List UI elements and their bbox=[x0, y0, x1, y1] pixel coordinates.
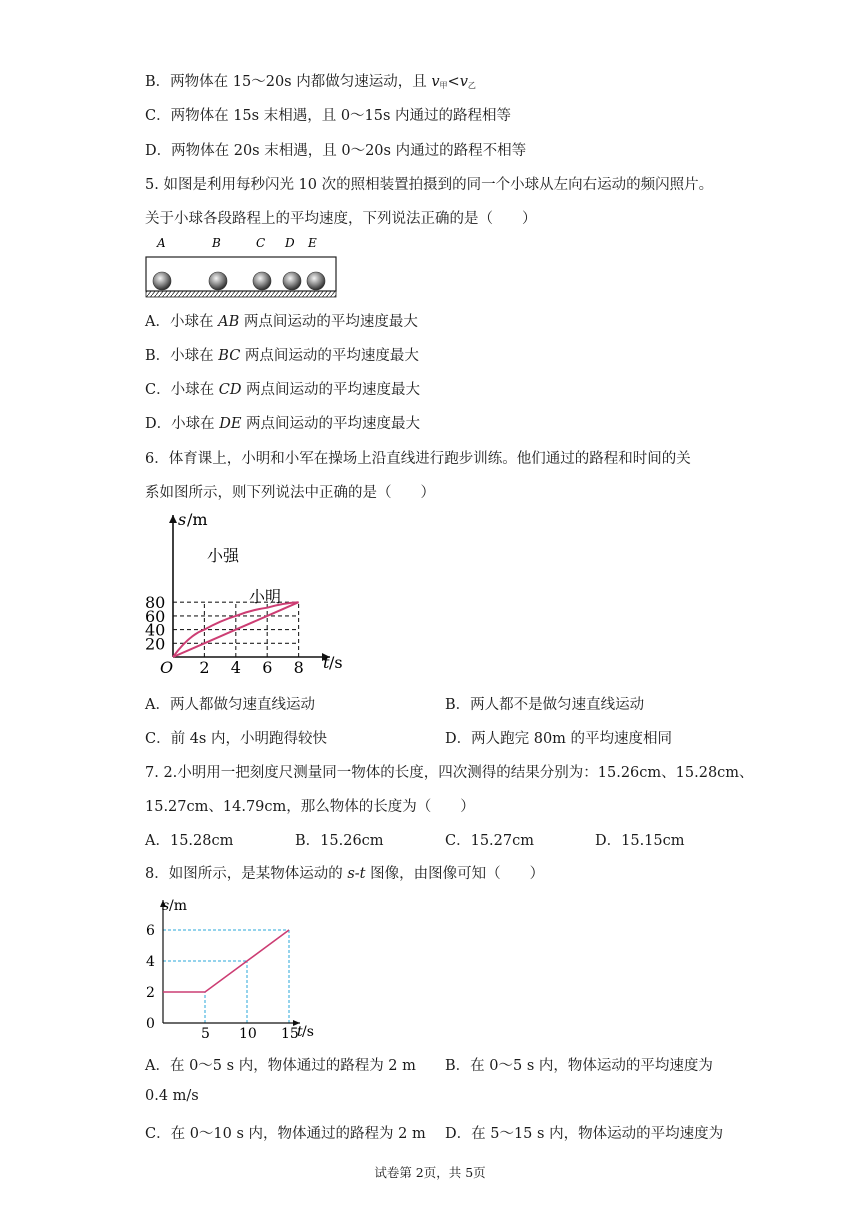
q8-stem-post: 图像，由图像可知（ ） bbox=[365, 866, 545, 882]
q5-flash-photo-figure bbox=[140, 230, 345, 302]
q7-option-a: A．15.28cm bbox=[145, 833, 234, 849]
q7-option-d: D．15.15cm bbox=[595, 833, 685, 849]
q8-option-b-line1: B．在 0～5 s 内，物体运动的平均速度为 bbox=[445, 1058, 713, 1074]
series-label-xiaoming: 小明 bbox=[249, 587, 282, 606]
q5-option-c-post: 两点间运动的平均速度最大 bbox=[241, 382, 421, 398]
ball-d bbox=[283, 272, 301, 290]
q5-option-d-var: DE bbox=[219, 416, 242, 432]
q7-stem-line2: 15.27cm、14.79cm，那么物体的长度为（ ） bbox=[145, 799, 475, 815]
prev-option-b-text: B．两物体在 15～20s 内都做匀速运动，且 bbox=[145, 74, 432, 90]
y-axis-label-var: s bbox=[162, 898, 170, 914]
q5-option-c-var: CD bbox=[218, 382, 242, 398]
q8-stem-var: s-t bbox=[347, 866, 366, 882]
ground-hatch bbox=[146, 291, 336, 297]
q5-option-b-post: 两点间运动的平均速度最大 bbox=[240, 348, 419, 364]
y-tick-label: 20 bbox=[145, 634, 166, 654]
subscript-jia: 甲 bbox=[439, 81, 448, 90]
prev-option-c: C．两物体在 15s 末相遇，且 0～15s 内通过的路程相等 bbox=[145, 108, 512, 124]
q5-stem-line2: 关于小球各段路程上的平均速度，下列说法正确的是（ ） bbox=[145, 211, 537, 227]
y-axis-arrow bbox=[169, 515, 177, 523]
y-axis-label-unit: /m bbox=[169, 898, 187, 914]
q6-option-c: C．前 4s 内，小明跑得较快 bbox=[145, 731, 327, 747]
q8-option-c: C．在 0～10 s 内，物体通过的路程为 2 m bbox=[145, 1126, 426, 1142]
q8-option-a: A．在 0～5 s 内，物体通过的路程为 2 m bbox=[145, 1058, 416, 1074]
q8-stem-pre: 8．如图所示，是某物体运动的 bbox=[145, 866, 348, 882]
x-axis-label-var: t bbox=[297, 1024, 303, 1040]
x-tick-label: 4 bbox=[230, 658, 241, 677]
ball-a bbox=[153, 272, 171, 290]
ball-e bbox=[307, 272, 325, 290]
y-tick-label: 40 bbox=[145, 620, 166, 640]
x-axis-label-unit: /s bbox=[329, 653, 343, 672]
ball-c bbox=[253, 272, 271, 290]
page-footer: 试卷第 2页，共 5页 bbox=[374, 1165, 486, 1180]
x-tick-label: 15 bbox=[281, 1026, 299, 1042]
q6-option-a: A．两人都做匀速直线运动 bbox=[145, 697, 315, 713]
q6-option-d: D．两人跑完 80m 的平均速度相同 bbox=[445, 731, 673, 747]
y-axis-label-var: s bbox=[178, 510, 187, 529]
subscript-yi: 乙 bbox=[467, 81, 476, 90]
q6-stem-line2: 系如图所示，则下列说法中正确的是（ ） bbox=[145, 485, 435, 501]
prev-option-b bbox=[145, 70, 476, 91]
photo-frame bbox=[146, 257, 336, 291]
v-symbol: v bbox=[431, 74, 440, 90]
q8-option-b-line2: 0.4 m/s bbox=[145, 1088, 199, 1104]
q7-option-b: B．15.26cm bbox=[295, 833, 384, 849]
x-tick-label: 2 bbox=[199, 658, 210, 677]
x-axis-label-unit: /s bbox=[302, 1024, 314, 1040]
y-tick-label: 80 bbox=[145, 593, 166, 613]
prev-option-d: D．两物体在 20s 末相遇，且 0～20s 内通过的路程不相等 bbox=[145, 143, 527, 159]
point-label-c: C bbox=[256, 236, 266, 250]
q5-option-b-var: BC bbox=[218, 348, 241, 364]
y-tick-label: 60 bbox=[145, 606, 166, 626]
q5-stem-line1: 5. 如图是利用每秒闪光 10 次的照相装置拍摄到的同一个小球从左向右运动的频闪照片。 bbox=[145, 177, 714, 193]
less-than: < bbox=[447, 74, 460, 90]
x-tick-label: 6 bbox=[262, 658, 273, 677]
point-label-b: B bbox=[212, 236, 221, 250]
q5-option-d-pre: D．小球在 bbox=[145, 416, 220, 432]
q7-option-c: C．15.27cm bbox=[445, 833, 534, 849]
ball-b bbox=[209, 272, 227, 290]
y-axis-label-unit: /m bbox=[187, 510, 208, 529]
q6-st-graph bbox=[140, 505, 360, 680]
x-tick-label: 10 bbox=[239, 1026, 257, 1042]
q7-stem-line1: 7. 2.小明用一把刻度尺测量同一物体的长度，四次测得的结果分别为：15.26cm、15.28cm、 bbox=[145, 765, 754, 781]
point-label-a: A bbox=[157, 236, 166, 250]
series-label-xiaoqiang: 小强 bbox=[207, 546, 240, 565]
y-tick-label: 4 bbox=[146, 954, 155, 970]
q5-option-c-pre: C．小球在 bbox=[145, 382, 219, 398]
q5-option-d bbox=[145, 412, 420, 433]
y-tick-label: 6 bbox=[146, 923, 155, 939]
x-tick-label: 5 bbox=[201, 1026, 210, 1042]
q5-option-a-post: 两点间运动的平均速度最大 bbox=[239, 314, 418, 330]
q5-option-a bbox=[145, 310, 418, 331]
v-symbol: v bbox=[459, 74, 468, 90]
q8-stem bbox=[145, 862, 544, 883]
x-axis-label-var: t bbox=[323, 653, 330, 672]
q6-stem-line1: 6．体育课上，小明和小军在操场上沿直线进行跑步训练。他们通过的路程和时间的关 bbox=[145, 451, 691, 467]
q5-option-b bbox=[145, 344, 419, 365]
q5-option-d-post: 两点间运动的平均速度最大 bbox=[241, 416, 421, 432]
x-tick-label: 8 bbox=[293, 658, 304, 677]
point-label-d: D bbox=[285, 236, 295, 250]
point-label-e: E bbox=[308, 236, 317, 250]
q8-option-d: D．在 5～15 s 内，物体运动的平均速度为 bbox=[445, 1126, 724, 1142]
q5-option-c bbox=[145, 378, 420, 399]
q6-option-b: B．两人都不是做匀速直线运动 bbox=[445, 697, 645, 713]
y-tick-label: 2 bbox=[146, 985, 155, 1001]
q5-option-b-pre: B．小球在 bbox=[145, 348, 219, 364]
origin-label: O bbox=[160, 658, 174, 677]
q5-option-a-var: AB bbox=[218, 314, 240, 330]
q8-st-graph bbox=[140, 888, 340, 1043]
q5-option-a-pre: A．小球在 bbox=[145, 314, 219, 330]
y-tick-label: 0 bbox=[146, 1016, 155, 1032]
